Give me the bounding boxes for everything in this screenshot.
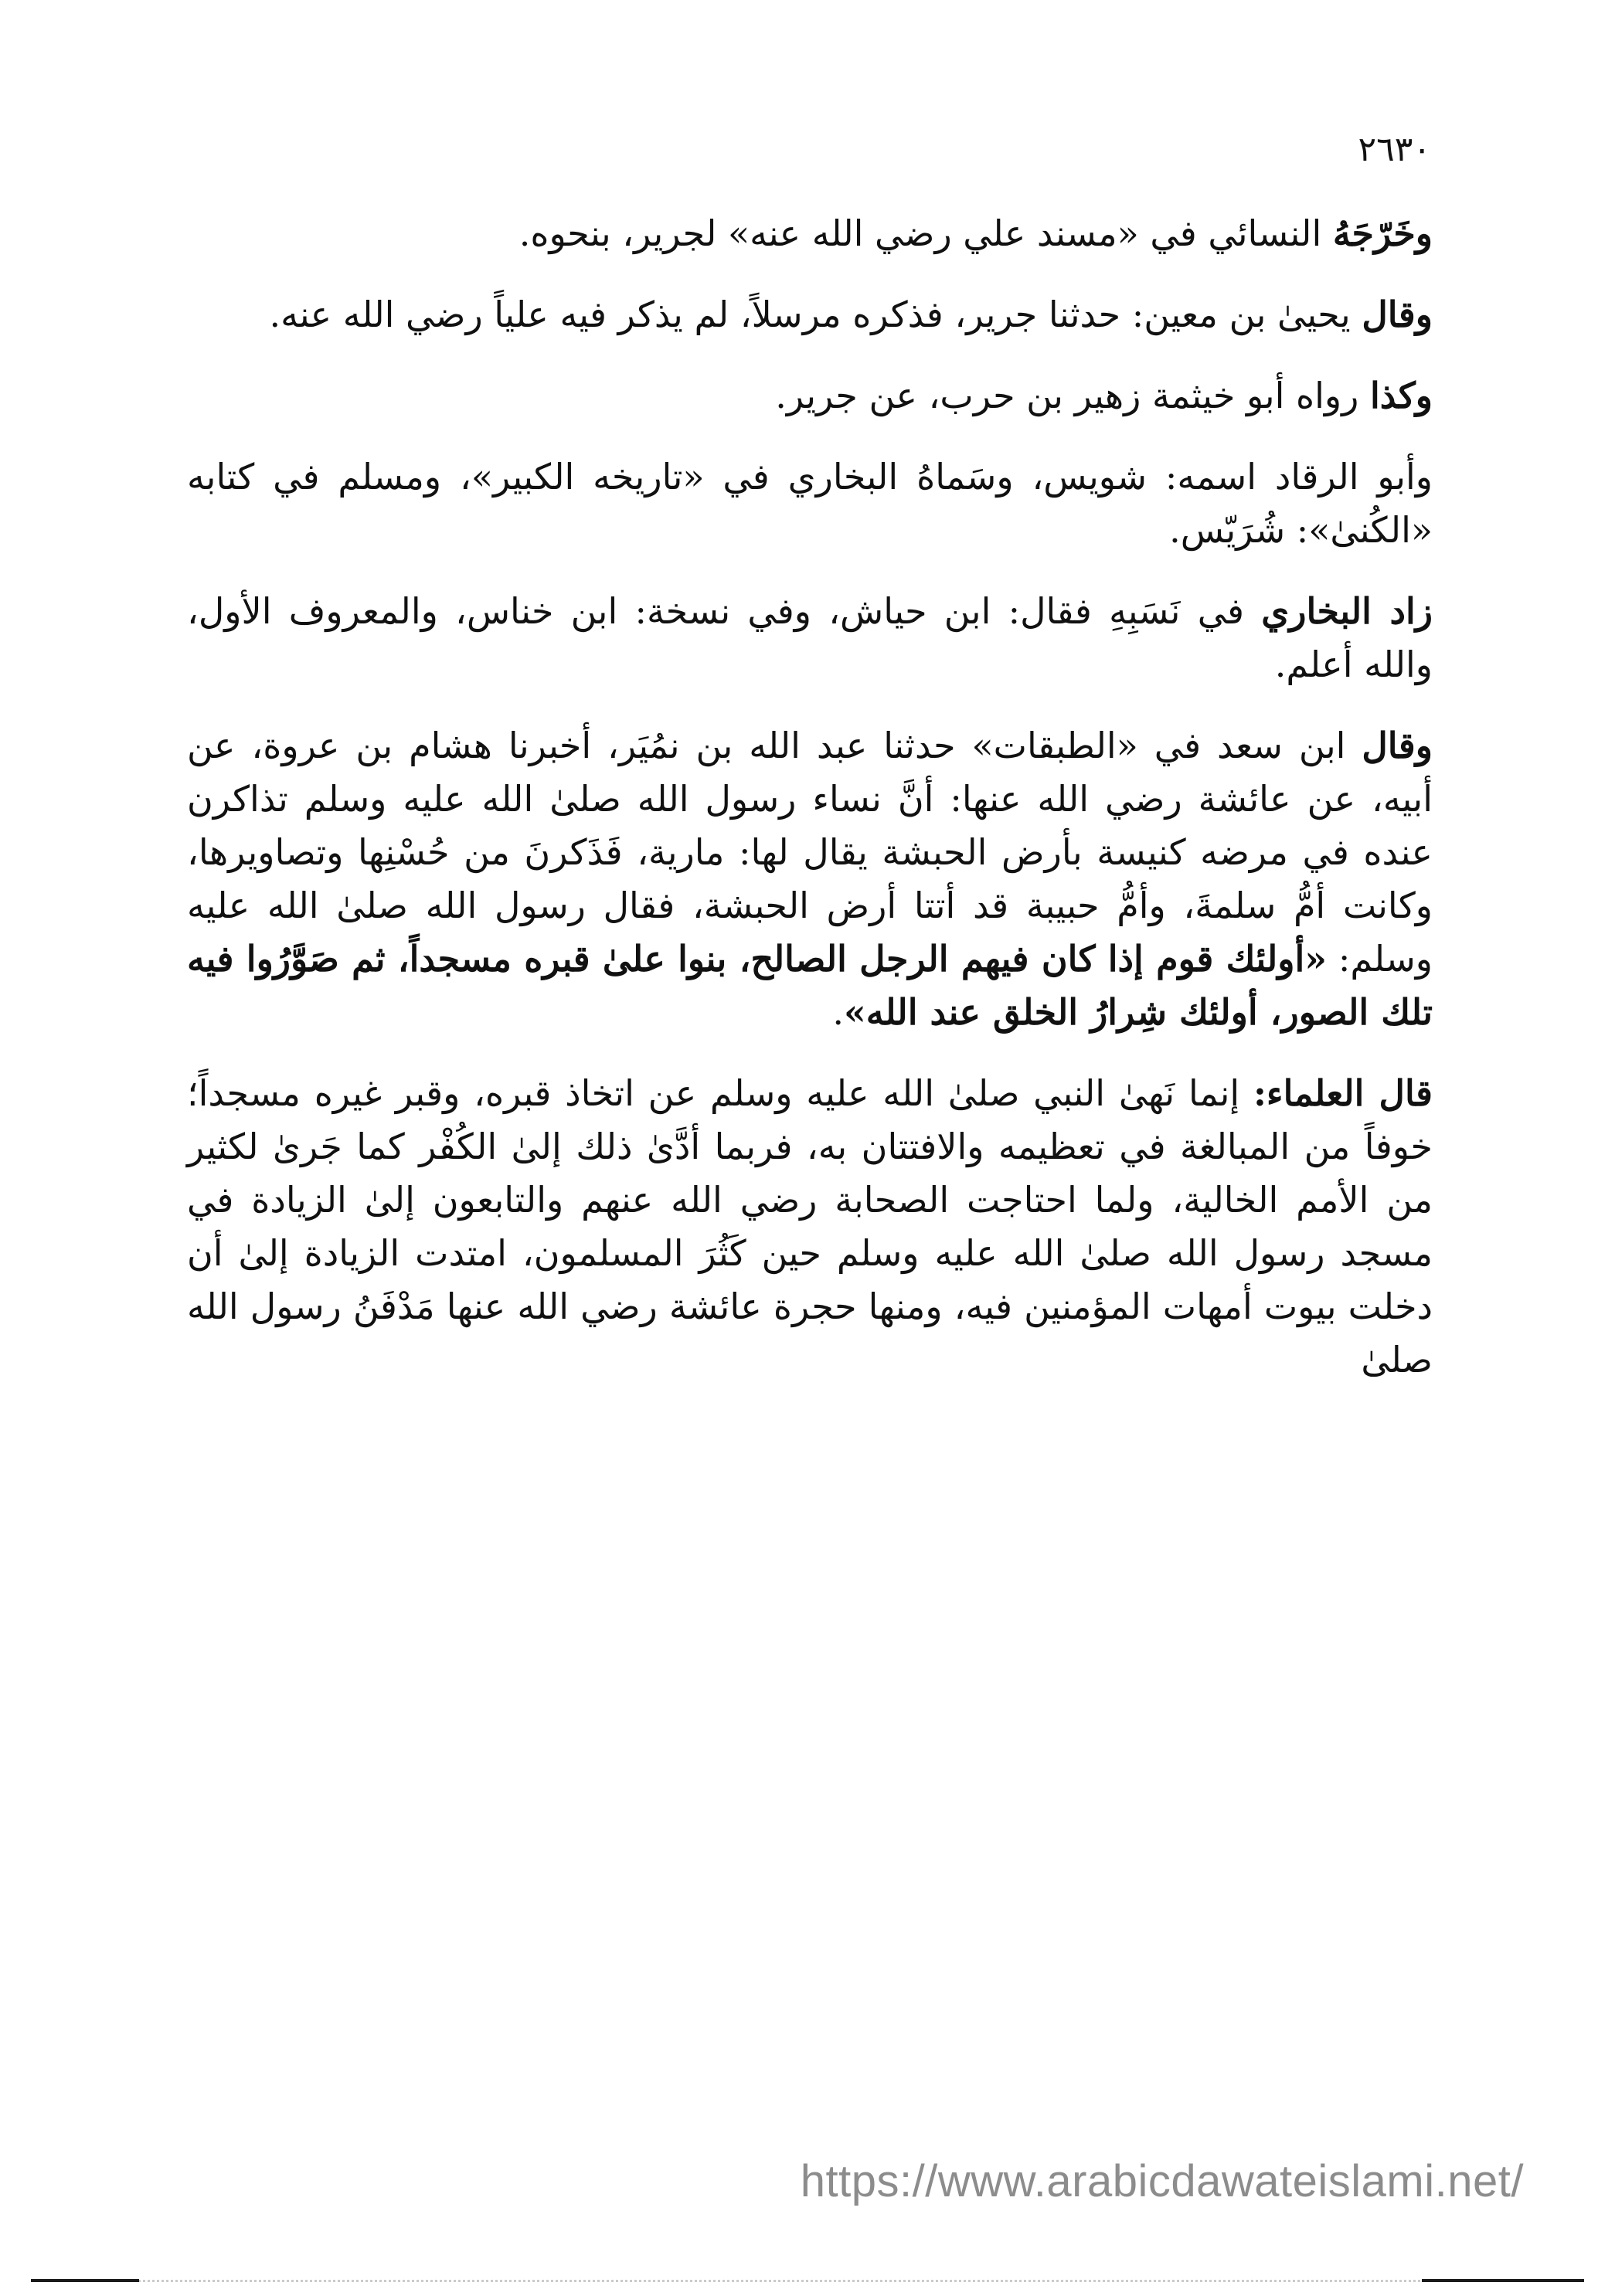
paragraph-lead: وكذا bbox=[1369, 375, 1433, 416]
paragraph-lead: زاد البخاري bbox=[1261, 590, 1433, 632]
body-text bbox=[187, 207, 1433, 1415]
paragraph-lead: وخَرّجَهُ bbox=[1332, 212, 1433, 254]
paragraph-lead: وقال bbox=[1362, 294, 1433, 335]
paragraph-tail: . bbox=[832, 991, 845, 1033]
paragraph-text: رواه أبو خيثمة زهير بن حرب، عن جرير. bbox=[775, 375, 1370, 416]
paragraph-1 bbox=[187, 207, 1433, 260]
hadith-quote: «أولئك قوم إذا كان فيهم الرجل الصالح، بنوا علىٰ قبره مسجداً، ثم صَوَّرُوا فيه تلك الصور، أولئك شِرارُ الخلق عند الله» bbox=[187, 938, 1433, 1033]
paragraph-text: النسائي في «مسند علي رضي الله عنه» لجرير، بنحوه. bbox=[518, 212, 1333, 254]
paragraph-4 bbox=[187, 450, 1433, 557]
paragraph-text: وأبو الرقاد اسمه: شويس، وسَماهُ البخاري في «تاريخه الكبير»، ومسلم في كتابه «الكُنىٰ»: شُرَيّس. bbox=[187, 456, 1433, 551]
watermark-url: https://www.arabicdawateislami.net/ bbox=[800, 2156, 1524, 2206]
footer-rule-right bbox=[1422, 2279, 1584, 2282]
page-number: ٢٦٣٠ bbox=[1358, 130, 1431, 169]
paragraph-lead: قال العلماء: bbox=[1253, 1072, 1433, 1114]
paragraph-3 bbox=[187, 369, 1433, 423]
footer-rule-left bbox=[31, 2279, 139, 2282]
paragraph-text: يحيىٰ بن معين: حدثنا جرير، فذكره مرسلاً، لم يذكر فيه علياً رضي الله عنه. bbox=[269, 294, 1362, 335]
paragraph-text: إنما نَهىٰ النبي صلىٰ الله عليه وسلم عن اتخاذ قبره، وقبر غيره مسجداً؛ خوفاً من المبالغة في تعظيمه والافتتان به، فربما أدَّىٰ ذلك إلىٰ الكُفْر كما جَرىٰ لكثير من الأمم الخالية، ولما احتاجت الصحابة رضي الله عنهم والتابعون إلىٰ الزيادة في مسجد رسول الله صلىٰ الله عليه وسلم حين كَثُرَ المسلمون، امتدت الزيادة إلىٰ أن دخلت بيوت أمهات المؤمنين فيه، ومنها حجرة عائشة رضي الله عنها مَدْفَنُ رسول الله صلىٰ bbox=[187, 1072, 1433, 1381]
paragraph-5 bbox=[187, 585, 1433, 691]
paragraph-2 bbox=[187, 288, 1433, 341]
paragraph-6 bbox=[187, 719, 1433, 1039]
paragraph-7 bbox=[187, 1067, 1433, 1387]
paragraph-lead: وقال bbox=[1362, 725, 1433, 766]
paragraph-text: في نَسَبِهِ فقال: ابن حياش، وفي نسخة: ابن خناس، والمعروف الأول، والله أعلم. bbox=[187, 590, 1433, 685]
footer-scan-dots bbox=[31, 2277, 1584, 2282]
paragraph-text: ابن سعد في «الطبقات» حدثنا عبد الله بن نمُيَر، أخبرنا هشام بن عروة، عن أبيه، عن عائشة رضي الله عنها: أنَّ نساء رسول الله صلىٰ الله عليه وسلم تذاكرن عنده في مرضه كنيسة بأرض الحبشة يقال لها: مارية، فَذَكرنَ من حُسْنِها وتصاويرها، وكانت أمُّ سلمةَ، وأمُّ حبيبة قد أتتا أرض الحبشة، فقال رسول الله صلىٰ الله عليه وسلم: bbox=[187, 725, 1433, 980]
